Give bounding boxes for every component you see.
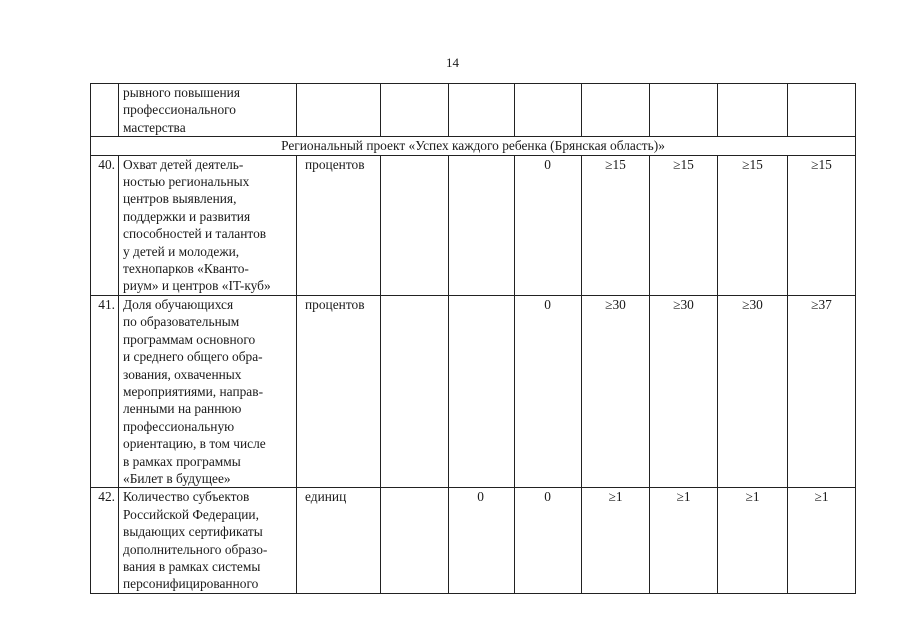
value-cell: ≥1: [582, 488, 650, 593]
value-cell: ≥15: [650, 155, 718, 295]
value-cell: ≥1: [718, 488, 788, 593]
indicator-name-line: мастерства: [123, 119, 186, 135]
indicator-name-line: по образовательным: [123, 314, 240, 330]
table-row: [91, 155, 856, 295]
value-cell: ≥30: [718, 295, 788, 487]
indicator-name-line: зования, охваченных: [123, 366, 242, 382]
value-cell: [449, 155, 515, 295]
table-row-continuation: [91, 84, 856, 137]
row-number: 41.: [91, 295, 119, 487]
indicator-name-line: технопарков «Кванто-: [123, 261, 249, 277]
indicator-name-line: Доля обучающихся: [123, 296, 234, 312]
indicator-name-line: у детей и молодежи,: [123, 243, 240, 259]
value-cell: [381, 295, 449, 487]
indicator-name-line: дополнительного образо-: [123, 541, 268, 557]
page-number: 14: [446, 55, 459, 70]
indicator-name-line: выдающих сертификаты: [123, 524, 263, 540]
indicator-name-line: ориентацию, в том числе: [123, 436, 266, 452]
indicator-name-line: риум» и центров «IT-куб»: [123, 278, 271, 294]
indicator-name-line: поддержки и развития: [123, 208, 251, 224]
unit-cell: единиц: [297, 488, 381, 593]
indicator-name-line: «Билет в будущее»: [123, 470, 231, 486]
value-cell: [650, 84, 718, 137]
value-cell: ≥37: [788, 295, 856, 487]
value-cell: ≥15: [718, 155, 788, 295]
row-number: 42.: [91, 488, 119, 593]
value-cell: [788, 84, 856, 137]
indicator-name-line: рывного повышения: [123, 85, 241, 100]
indicators-table: [90, 83, 856, 594]
value-cell: 0: [515, 155, 582, 295]
indicator-name-line: Охват детей деятель-: [123, 156, 244, 172]
unit-cell: процентов: [297, 295, 381, 487]
indicator-name-cell: [119, 295, 297, 487]
value-cell: [718, 84, 788, 137]
value-cell: [381, 84, 449, 137]
value-cell: ≥15: [582, 155, 650, 295]
value-cell: 0: [515, 488, 582, 593]
indicator-name-line: профессиональную: [123, 418, 235, 434]
section-header-row: [91, 137, 856, 155]
value-cell: ≥1: [650, 488, 718, 593]
unit-cell: [297, 84, 381, 137]
value-cell: [515, 84, 582, 137]
table-row: [91, 488, 856, 593]
value-cell: 0: [449, 488, 515, 593]
unit-cell: процентов: [297, 155, 381, 295]
value-cell: [582, 84, 650, 137]
value-cell: ≥30: [582, 295, 650, 487]
indicator-name-line: профессионального: [123, 102, 236, 118]
indicator-name-cell: [119, 84, 297, 137]
indicator-name-line: мероприятиями, направ-: [123, 383, 264, 399]
value-cell: ≥15: [788, 155, 856, 295]
value-cell: ≥30: [650, 295, 718, 487]
indicator-name-line: программам основного: [123, 331, 256, 347]
indicator-name-line: вания в рамках системы: [123, 558, 261, 574]
value-cell: [449, 295, 515, 487]
indicator-name-line: Российской Федерации,: [123, 506, 259, 522]
indicator-name-line: способностей и талантов: [123, 226, 267, 242]
value-cell: [381, 155, 449, 295]
value-cell: [381, 488, 449, 593]
indicator-name-cell: [119, 488, 297, 593]
indicator-name-line: в рамках программы: [123, 453, 241, 469]
row-number: 40.: [91, 155, 119, 295]
value-cell: ≥1: [788, 488, 856, 593]
indicator-name-line: Количество субъектов: [123, 489, 250, 505]
value-cell: 0: [515, 295, 582, 487]
indicator-name-line: центров выявления,: [123, 191, 237, 207]
indicator-name-line: персонифицированного: [123, 576, 259, 592]
indicator-name-line: ностью региональных: [123, 174, 250, 190]
section-title: Региональный проект «Успех каждого ребенка (Брянская область)»: [91, 137, 856, 155]
indicator-name-line: ленными на раннюю: [123, 401, 242, 417]
indicator-name-cell: [119, 155, 297, 295]
indicator-name-line: и среднего общего обра-: [123, 349, 263, 365]
row-number-cell: [91, 84, 119, 137]
value-cell: [449, 84, 515, 137]
table-row: [91, 295, 856, 487]
